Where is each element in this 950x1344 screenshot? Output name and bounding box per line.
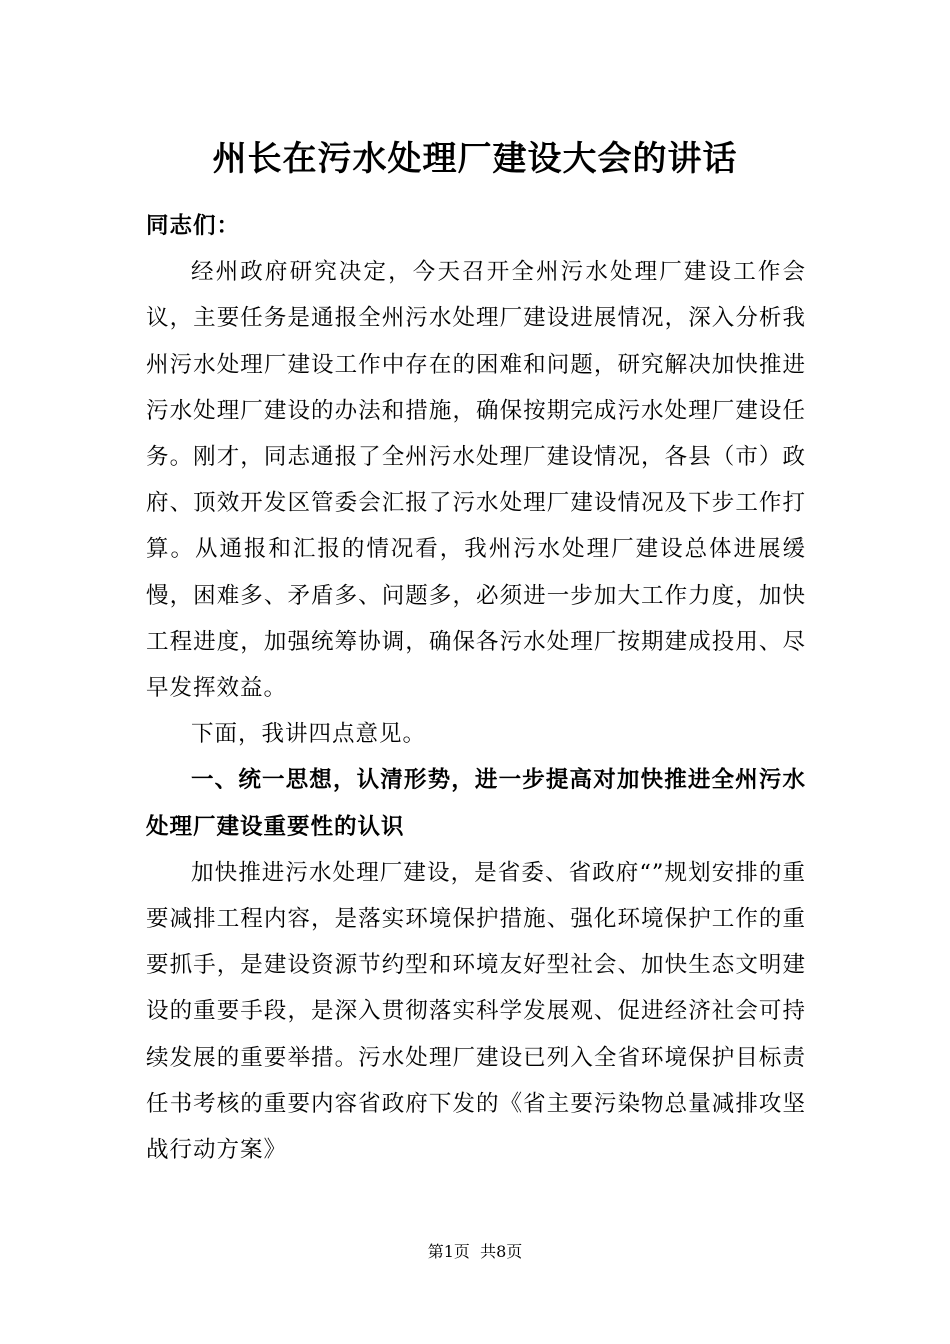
- salutation: 同志们：: [146, 213, 241, 239]
- document-title: 州长在污水处理厂建设大会的讲话: [212, 139, 738, 179]
- paragraph-outline: 下面，我讲四点意见。: [191, 721, 427, 748]
- section-heading-1: 一、统一思想，认清形势，进一步提高对加快推进全州污水处理厂建设重要性的认识: [146, 767, 806, 840]
- document-body: [146, 203, 806, 1173]
- page-number: 第1页 共8页: [427, 1242, 523, 1261]
- paragraph-section-1: 加快推进污水处理厂建设，是省委、省政府“”规划安排的重要减排工程内容，是落实环境保护措施、强化环境保护工作的重要抓手，是建设资源节约型和环境友好型社会、加快生态文明建设的重要手段，是深入贯彻落实科学发展观、促进经济社会可持续发展的重要举措。污水处理厂建设已列入全省环境保护目标责任书考核的重要内容省政府下发的《省主要污染物总量减排攻坚战行动方案》: [146, 859, 806, 1164]
- paragraph-intro: 经州政府研究决定，今天召开全州污水处理厂建设工作会议，主要任务是通报全州污水处理厂建设进展情况，深入分析我州污水处理厂建设工作中存在的困难和问题，研究解决加快推进污水处理厂建设的办法和措施，确保按期完成污水处理厂建设任务。刚才，同志通报了全州污水处理厂建设情况，各县（市）政府、顶效开发区管委会汇报了污水处理厂建设情况及下步工作打算。从通报和汇报的情况看，我州污水处理厂建设总体进展缓慢，困难多、矛盾多、问题多，必须进一步加大工作力度，加快工程进度，加强统筹协调，确保各污水处理厂按期建成投用、尽早发挥效益。: [146, 259, 806, 702]
- page-footer: [0, 1240, 950, 1264]
